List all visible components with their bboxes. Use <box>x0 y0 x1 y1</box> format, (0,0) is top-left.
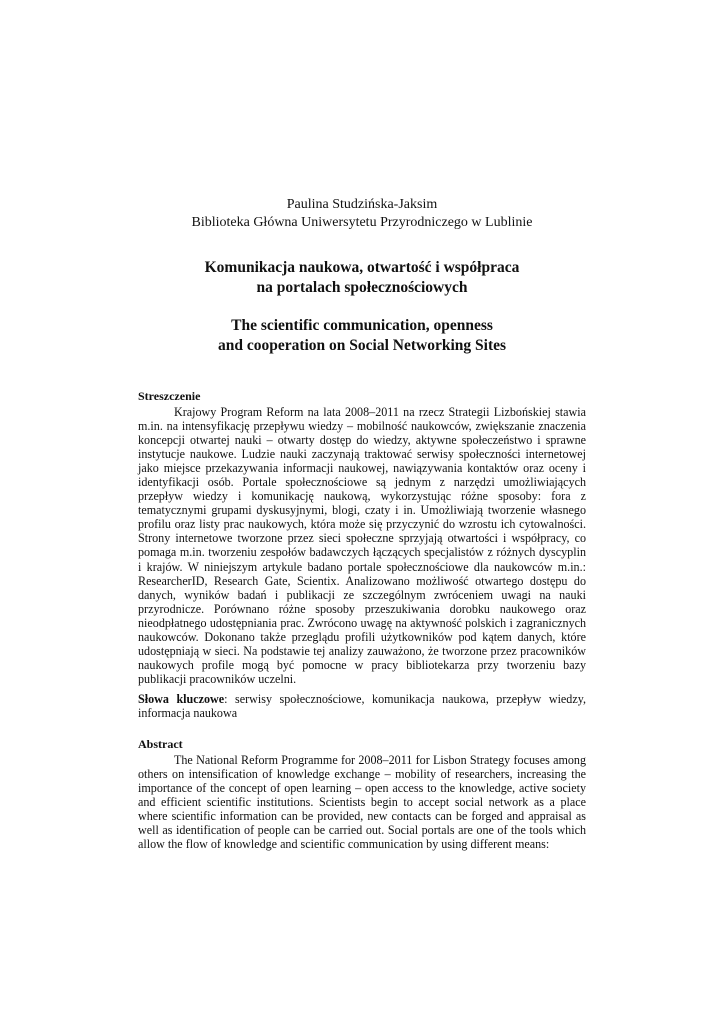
title-polish-line-1: Komunikacja naukowa, otwartość i współpraca <box>204 259 520 276</box>
abstract-body <box>138 753 586 851</box>
abstract-heading: Abstract <box>138 737 183 751</box>
streszczenie-heading: Streszczenie <box>138 389 201 403</box>
title-english-line-1: The scientific communication, openness <box>231 317 493 334</box>
streszczenie-body <box>138 405 586 686</box>
author-block <box>0 196 724 232</box>
streszczenie-paragraph: Krajowy Program Reform na lata 2008–2011 na rzecz Strategii Lizbońskiej stawia m.in. na intensyfikację przepływu wiedzy – mobilność naukowców, zwiększanie znaczenia koncepcji otwartej nauki – otwarty dostęp do wiedzy, aktywne społeczeństwo i sprawne instytucje naukowe. Ludzie nauki zaczynają traktować serwisy społeczności internetowej jako miejsce przekazywania informacji naukowej, nawiązywania kontaktów oraz oceny i identyfikacji osób. Portale społecznościowe są jednym z narzędzi umożliwiających przepływ wiedzy i komunikację naukową, wykorzystując różne sposoby: fora z tematycznymi grupami dyskusyjnymi, blogi, czaty i in. Umożliwiają tworzenie własnego profilu oraz listy prac naukowych, która może się przyczynić do wzrostu ich cytowalności. Strony internetowe tworzone przez sieci społeczne sprzyjają otwartości i współpracy, co pomaga m.in. tworzeniu zespołów badawczych łączących specjalistów z różnych dyscyplin i krajów. W niniejszym artykule badano portale społecznościowe dla naukowców m.in.: ResearcherID, Research Gate, Scientix. Analizowano możliwość otwartego dostępu do danych, wyników badań i publikacji ze szczególnym zwróceniem uwagi na nauki przyrodnicze. Porównano różne sposoby przeszukiwania dorobku naukowego oraz nieodpłatnego udostępniania prac. Zwrócono uwagę na aktywność polskich i zagranicznych naukowców. Dokonano także przeglądu profili użytkowników pod kątem danych, które udostępniają w sieci. Na podstawie tej analizy zauważono, że tworzone przez pracowników naukowych profile mogą być pomocne w pracy bibliotekarza przy tworzeniu bazy publikacji pracowników uczelni. <box>138 405 586 686</box>
title-english-line-2: and cooperation on Social Networking Sites <box>217 337 507 354</box>
title-english <box>0 316 724 356</box>
author-affiliation: Biblioteka Główna Uniwersytetu Przyrodniczego w Lublinie <box>191 215 533 230</box>
keywords <box>138 692 586 720</box>
title-polish-line-2: na portalach społecznościowych <box>256 279 468 296</box>
abstract-paragraph: The National Reform Programme for 2008–2011 for Lisbon Strategy focuses among others on intensification of knowledge exchange – mobility of researchers, increasing the importance of the concept of open learning – open access to the knowledge, active society and efficient scientific institutions. Scientists begin to accept social network as a place where scientific information can be provided, new contacts can be forged and appraisal as well as identification of people can be carried out. Social portals are one of the tools which allow the flow of knowledge and scientific communication by using different means: <box>138 753 586 852</box>
title-polish <box>0 258 724 298</box>
keywords-label: Słowa kluczowe <box>138 692 225 706</box>
author-name: Paulina Studzińska-Jaksim <box>286 197 438 212</box>
keywords-text: : serwisy społecznościowe, komunikacja naukowa, przepływ wiedzy, informacja naukowa <box>138 692 586 721</box>
